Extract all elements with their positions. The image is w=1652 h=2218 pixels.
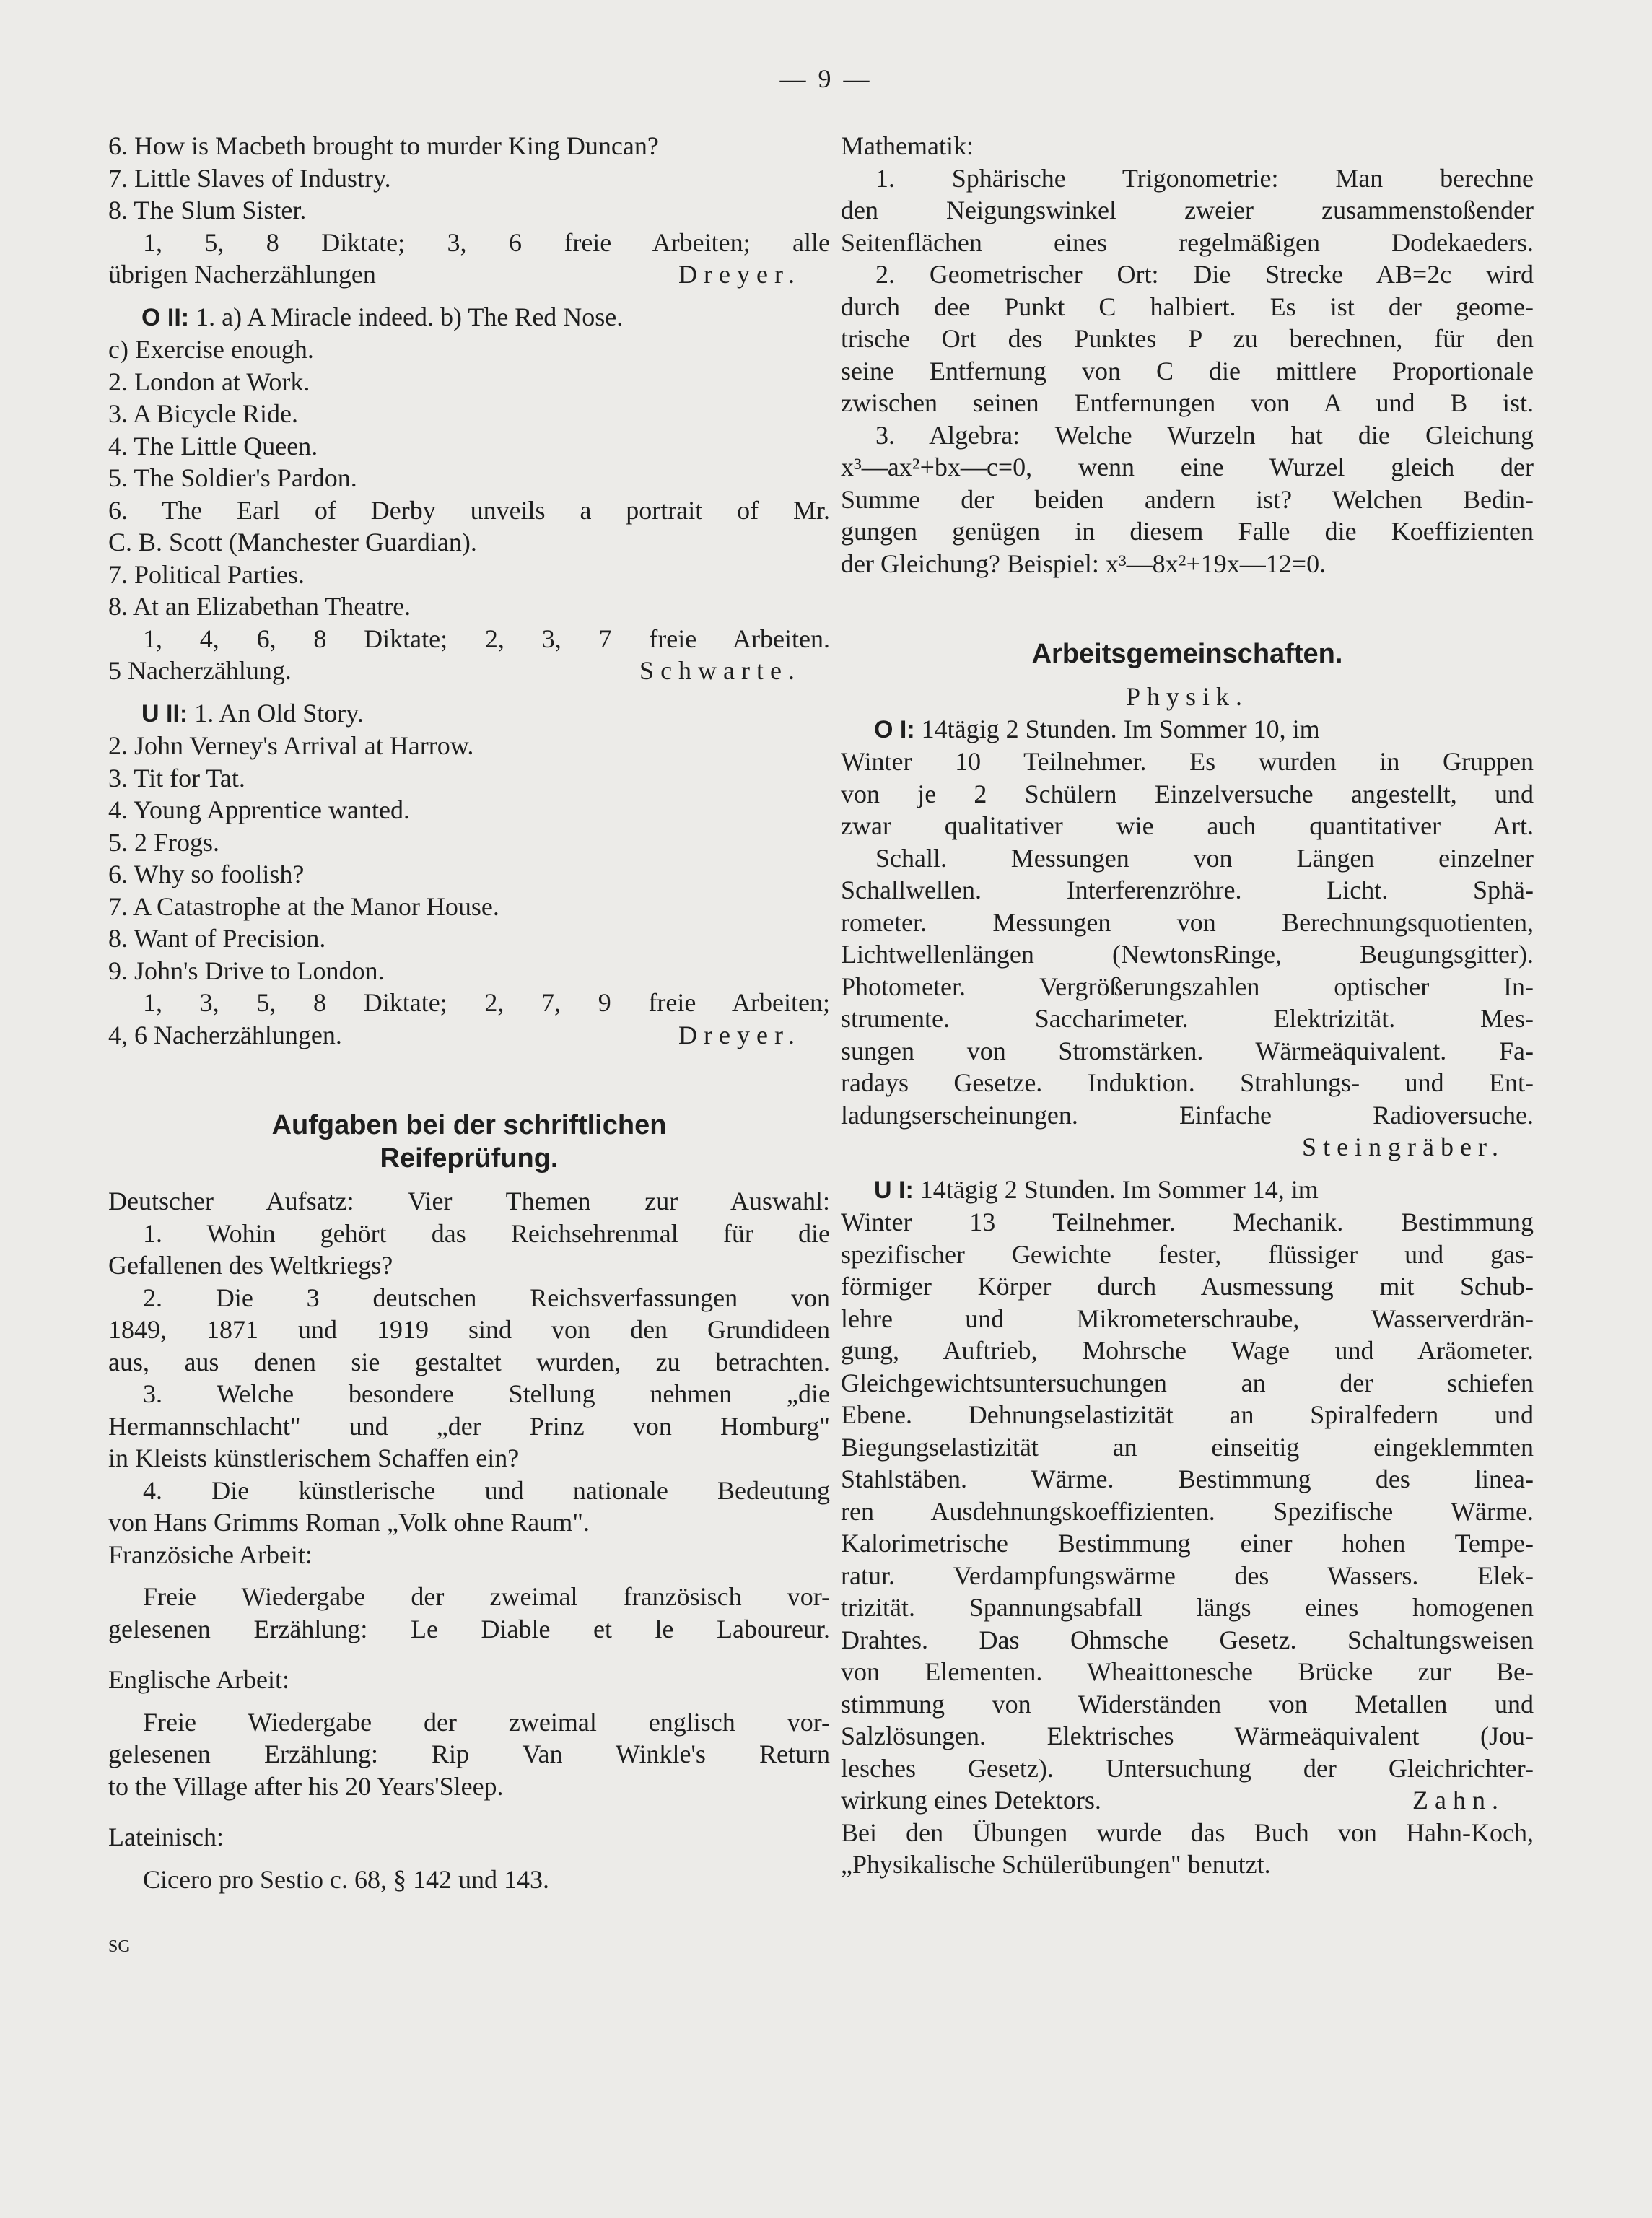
course-text: wirkung eines Detektors. Zahn.: [841, 1784, 1534, 1817]
subject-title: Physik.: [1125, 682, 1249, 711]
section-heading: Reifeprüfung.: [380, 1143, 559, 1174]
exam-text: Cicero pro Sestio c. 68, § 142 und 143.: [143, 1864, 549, 1894]
teacher-signature: Dreyer.: [678, 1020, 801, 1049]
course-text: Photometer. Vergrößerungszahlen optischer In-: [841, 972, 1534, 1001]
section-heading: Aufgaben bei der schriftlichen: [271, 1110, 667, 1140]
list-item: 4. The Little Queen.: [108, 431, 318, 460]
class-section-ui: [841, 1174, 1534, 1207]
subsection-title: Englische Arbeit:: [108, 1665, 289, 1694]
list-item: c) Exercise enough.: [108, 335, 314, 364]
exam-text: to the Village after his 20 Years'Sleep.: [108, 1771, 504, 1801]
course-text: ratur. Verdampfungswärme des Wassers. Elek-: [841, 1560, 1534, 1590]
course-text: Kalorimetrische Bestimmung einer hohen Tempe-: [841, 1529, 1534, 1558]
list-item: 3. Tit for Tat.: [108, 763, 245, 793]
essay-topic: 4. Die künstlerische und nationale Bedeutung: [143, 1475, 830, 1505]
exam-text: Freie Wiedergabe der zweimal englisch vor-: [143, 1707, 830, 1737]
course-text: stimmung von Widerständen von Metallen und: [841, 1689, 1534, 1719]
essay-topic: 1849, 1871 und 1919 sind von den Grundideen: [108, 1315, 830, 1344]
list-item: 3. A Bicycle Ride.: [108, 399, 298, 428]
math-task: durch dee Punkt C halbiert. Es ist der geome-: [841, 292, 1534, 321]
assignment-note: 5 Nacherzählung. Schwarte.: [108, 655, 830, 687]
right-column: [841, 130, 1534, 1881]
essay-topic: Hermannschlacht" und „der Prinz von Homburg": [108, 1411, 830, 1441]
subsection-title: Französiche Arbeit:: [108, 1540, 313, 1569]
closing-note: „Physikalische Schülerübungen" benutzt.: [841, 1850, 1271, 1879]
course-text: gung, Auftrieb, Mohrsche Wage und Aräometer.: [841, 1336, 1534, 1365]
left-column: [108, 130, 830, 1895]
course-text: spezifischer Gewichte fester, flüssiger und gas-: [841, 1239, 1534, 1269]
class-section-uii: [108, 697, 830, 730]
list-item: 2. London at Work.: [108, 367, 310, 396]
math-task: seine Entfernung von C die mittlere Proportionale: [841, 356, 1534, 385]
list-item: 8. Want of Precision.: [108, 924, 326, 953]
math-task: den Neigungswinkel zweier zusammenstoßender: [841, 196, 1534, 224]
math-task: zwischen seinen Entfernungen von A und B ist.: [841, 388, 1534, 417]
list-item: C. B. Scott (Manchester Guardian).: [108, 528, 477, 556]
teacher-signature-line: [841, 1131, 1534, 1163]
assignment-note: 4, 6 Nacherzählungen. Dreyer.: [108, 1019, 830, 1052]
assignment-note: 1, 5, 8 Diktate; 3, 6 freie Arbeiten; alle: [143, 227, 830, 257]
course-text: zwar qualitativer wie auch quantitativer Art.: [841, 811, 1534, 840]
exam-text: gelesenen Erzählung: Le Diable et le Laboureur.: [108, 1614, 830, 1643]
list-item: 7. Political Parties.: [108, 559, 305, 589]
exam-text: Freie Wiedergabe der zweimal französisch vor-: [143, 1582, 830, 1611]
teacher-signature: Dreyer.: [678, 260, 801, 289]
subsection-title: Deutscher Aufsatz: Vier Themen zur Auswahl:: [108, 1187, 830, 1215]
course-text: Salzlösungen. Elektrisches Wärmeäquivalent (Jou-: [841, 1721, 1534, 1750]
course-text: lesches Gesetz). Untersuchung der Gleichrichter-: [841, 1753, 1534, 1783]
course-text: sungen von Stromstärken. Wärmeäquivalent. Fa-: [841, 1036, 1534, 1065]
teacher-signature: Schwarte.: [639, 656, 801, 685]
assignment-note: 1, 4, 6, 8 Diktate; 2, 3, 7 freie Arbeiten.: [143, 624, 830, 653]
math-task: trische Ort des Punktes P zu berechnen, für den: [841, 324, 1534, 353]
math-task: 3. Algebra: Welche Wurzeln hat die Gleichung: [875, 420, 1534, 450]
list-item: 5. 2 Frogs.: [108, 827, 220, 857]
class-section-oi: [841, 713, 1534, 746]
class-label: U II:: [141, 699, 188, 728]
course-text: von je 2 Schülern Einzelversuche angestellt, und: [841, 779, 1534, 808]
list-item: 6. The Earl of Derby unveils a portrait of Mr.: [108, 495, 830, 525]
essay-topic: Gefallenen des Weltkriegs?: [108, 1251, 393, 1280]
math-task: 1. Sphärische Trigonometrie: Man berechne: [875, 163, 1534, 193]
footer-tag: SG: [108, 1937, 131, 1956]
essay-topic: aus, aus denen sie gestaltet wurden, zu betrachten.: [108, 1347, 830, 1376]
essay-topic: 3. Welche besondere Stellung nehmen „die: [143, 1379, 830, 1408]
exam-text: gelesenen Erzählung: Rip Van Winkle's Return: [108, 1739, 830, 1768]
course-text: förmiger Körper durch Ausmessung mit Schub-: [841, 1272, 1534, 1301]
math-task: der Gleichung? Beispiel: x³—8x²+19x—12=0.: [841, 549, 1327, 578]
course-text: lehre und Mikrometerschraube, Wasserverdrän-: [841, 1304, 1534, 1333]
class-label: O I:: [874, 715, 915, 743]
essay-topic: in Kleists künstlerischem Schaffen ein?: [108, 1444, 520, 1472]
math-task: 2. Geometrischer Ort: Die Strecke AB=2c wird: [875, 260, 1534, 289]
closing-note: Bei den Übungen wurde das Buch von Hahn-Koch,: [841, 1817, 1534, 1847]
list-item: 6. Why so foolish?: [108, 860, 305, 888]
course-text: trizität. Spannungsabfall längs eines homogenen: [841, 1593, 1534, 1622]
course-text: von Elementen. Wheaittonesche Brücke zur Be-: [841, 1657, 1534, 1686]
course-text: 14tägig 2 Stunden. Im Sommer 14, im: [919, 1174, 1319, 1204]
course-text: radays Gesetze. Induktion. Strahlungs- und Ent-: [841, 1068, 1534, 1097]
course-text: Ebene. Dehnungselastizität an Spiralfedern und: [841, 1400, 1534, 1429]
course-text: Stahlstäben. Wärme. Bestimmung des linea-: [841, 1464, 1534, 1493]
math-task: gungen genügen in diesem Falle die Koeffizienten: [841, 517, 1534, 546]
math-task: Summe der beiden andern ist? Welchen Bedin-: [841, 484, 1534, 514]
class-section-oii: [108, 301, 830, 334]
list-item: 7. Little Slaves of Industry.: [108, 163, 391, 193]
course-text: 14tägig 2 Stunden. Im Sommer 10, im: [921, 714, 1320, 743]
course-text: ladungserscheinungen. Einfache Radioversuche.: [841, 1100, 1534, 1130]
course-text: Winter 13 Teilnehmer. Mechanik. Bestimmung: [841, 1208, 1534, 1236]
list-item: 5. The Soldier's Pardon.: [108, 463, 357, 492]
subsection-title: Mathematik:: [841, 131, 974, 160]
list-item: 9. John's Drive to London.: [108, 956, 385, 985]
class-label: O II:: [141, 303, 190, 331]
teacher-signature: Steingräber.: [1302, 1132, 1505, 1161]
essay-topic: 2. Die 3 deutschen Reichsverfassungen von: [143, 1283, 830, 1312]
list-item: 2. John Verney's Arrival at Harrow.: [108, 731, 474, 760]
class-label: U I:: [874, 1176, 914, 1204]
course-text: strumente. Saccharimeter. Elektrizität. Mes-: [841, 1004, 1534, 1033]
section-heading: Arbeitsgemeinschaften.: [1031, 639, 1343, 669]
assignment-note: übrigen Nacherzählungen Dreyer.: [108, 258, 830, 291]
list-item: 8. At an Elizabethan Theatre.: [108, 592, 411, 621]
list-item: 8. The Slum Sister.: [108, 196, 307, 224]
course-text: rometer. Messungen von Berechnungsquotienten,: [841, 907, 1534, 937]
essay-topic: 1. Wohin gehört das Reichsehrenmal für die: [143, 1218, 830, 1248]
math-task: x³—ax²+bx—c=0, wenn eine Wurzel gleich der: [841, 453, 1534, 481]
essay-topic: von Hans Grimms Roman „Volk ohne Raum".: [108, 1508, 590, 1537]
assignment-note: 1, 3, 5, 8 Diktate; 2, 7, 9 freie Arbeiten;: [143, 988, 830, 1017]
course-text: Drahtes. Das Ohmsche Gesetz. Schaltungsweisen: [841, 1625, 1534, 1654]
math-task: Seitenflächen eines regelmäßigen Dodekaeders.: [841, 227, 1534, 257]
course-text: Winter 10 Teilnehmer. Es wurden in Gruppen: [841, 747, 1534, 776]
list-item: 7. A Catastrophe at the Manor House.: [108, 891, 499, 921]
list-item: 4. Young Apprentice wanted.: [108, 795, 410, 824]
course-text: Lichtwellenlängen (NewtonsRinge, Beugungsgitter).: [841, 940, 1534, 969]
course-text: Schallwellen. Interferenzröhre. Licht. Sphä-: [841, 876, 1534, 904]
course-text: Schall. Messungen von Längen einzelner: [875, 843, 1534, 873]
page-number: — 9 —: [779, 64, 873, 93]
course-text: Biegungselastizität an einseitig eingeklemmten: [841, 1432, 1534, 1462]
list-item: 1. An Old Story.: [194, 698, 364, 728]
course-text: ren Ausdehnungskoeffizienten. Spezifische Wärme.: [841, 1496, 1534, 1526]
teacher-signature: Zahn.: [1412, 1786, 1505, 1815]
list-item: 6. How is Macbeth brought to murder King Duncan?: [108, 131, 659, 160]
course-text: Gleichgewichtsuntersuchungen an der schiefen: [841, 1368, 1534, 1397]
list-item: 1. a) A Miracle indeed. b) The Red Nose.: [196, 302, 624, 331]
subsection-title: Lateinisch:: [108, 1822, 224, 1851]
